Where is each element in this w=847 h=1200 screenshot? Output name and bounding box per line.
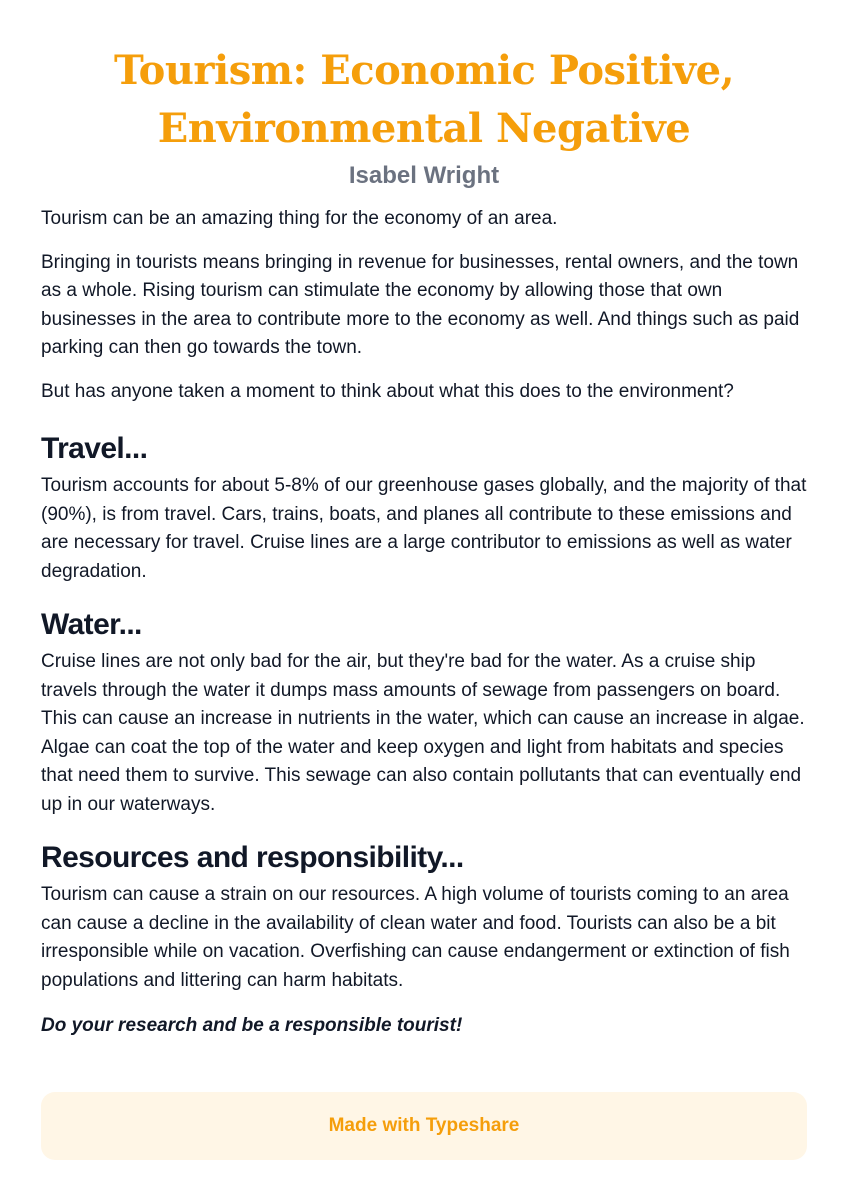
closing-statement: Do your research and be a responsible tourist! — [41, 1015, 463, 1036]
article — [41, 0, 807, 1200]
section-body-resources: Tourism can cause a strain on our resources. A high volume of tourists coming to an area can cause a decline in the availability of clean water and food. Tourists can also be a bit irresponsible while on vacation. Overfishing can cause endangerment or extinction of fish populations and littering can harm habitats. — [41, 884, 790, 991]
section-body-water: Cruise lines are not only bad for the air, but they're bad for the water. As a cruise ship travels through the water it dumps mass amounts of sewage from passengers on board. This can cause an increase in nutrients in the water, which can cause an increase in algae. Algae can coat the top of the water and keep oxygen and light from habitats and species that need them to survive. This sewage can also contain pollutants that can eventually end up in our waterways. — [41, 651, 805, 815]
author-name: Isabel Wright — [348, 162, 500, 189]
footer-label: Made with Typeshare — [328, 1115, 520, 1136]
section-heading-travel: Travel... — [41, 432, 148, 465]
made-with-typeshare-banner[interactable] — [41, 1092, 807, 1160]
intro-paragraph-3: But has anyone taken a moment to think about what this does to the environment? — [41, 380, 734, 402]
section-heading-resources: Resources and responsibility... — [41, 841, 464, 874]
section-body-travel: Tourism accounts for about 5-8% of our greenhouse gases globally, and the majority of that (90%), is from travel. Cars, trains, boats, and planes all contribute to these emissions and are necessary for travel. Cruise lines are a large contributor to emissions as well as water degradation. — [41, 475, 807, 582]
article-title: Tourism: Economic Positive, Environmental Negative — [113, 47, 734, 152]
intro-paragraph-1: Tourism can be an amazing thing for the economy of an area. — [41, 208, 558, 229]
intro-paragraph-2: Bringing in tourists means bringing in revenue for businesses, rental owners, and the town as a whole. Rising tourism can stimulate the economy by allowing those that own businesses in the area to contribute more to the economy as well. And things such as paid parking can then go towards the town. — [41, 251, 800, 358]
section-heading-water: Water... — [41, 608, 142, 641]
